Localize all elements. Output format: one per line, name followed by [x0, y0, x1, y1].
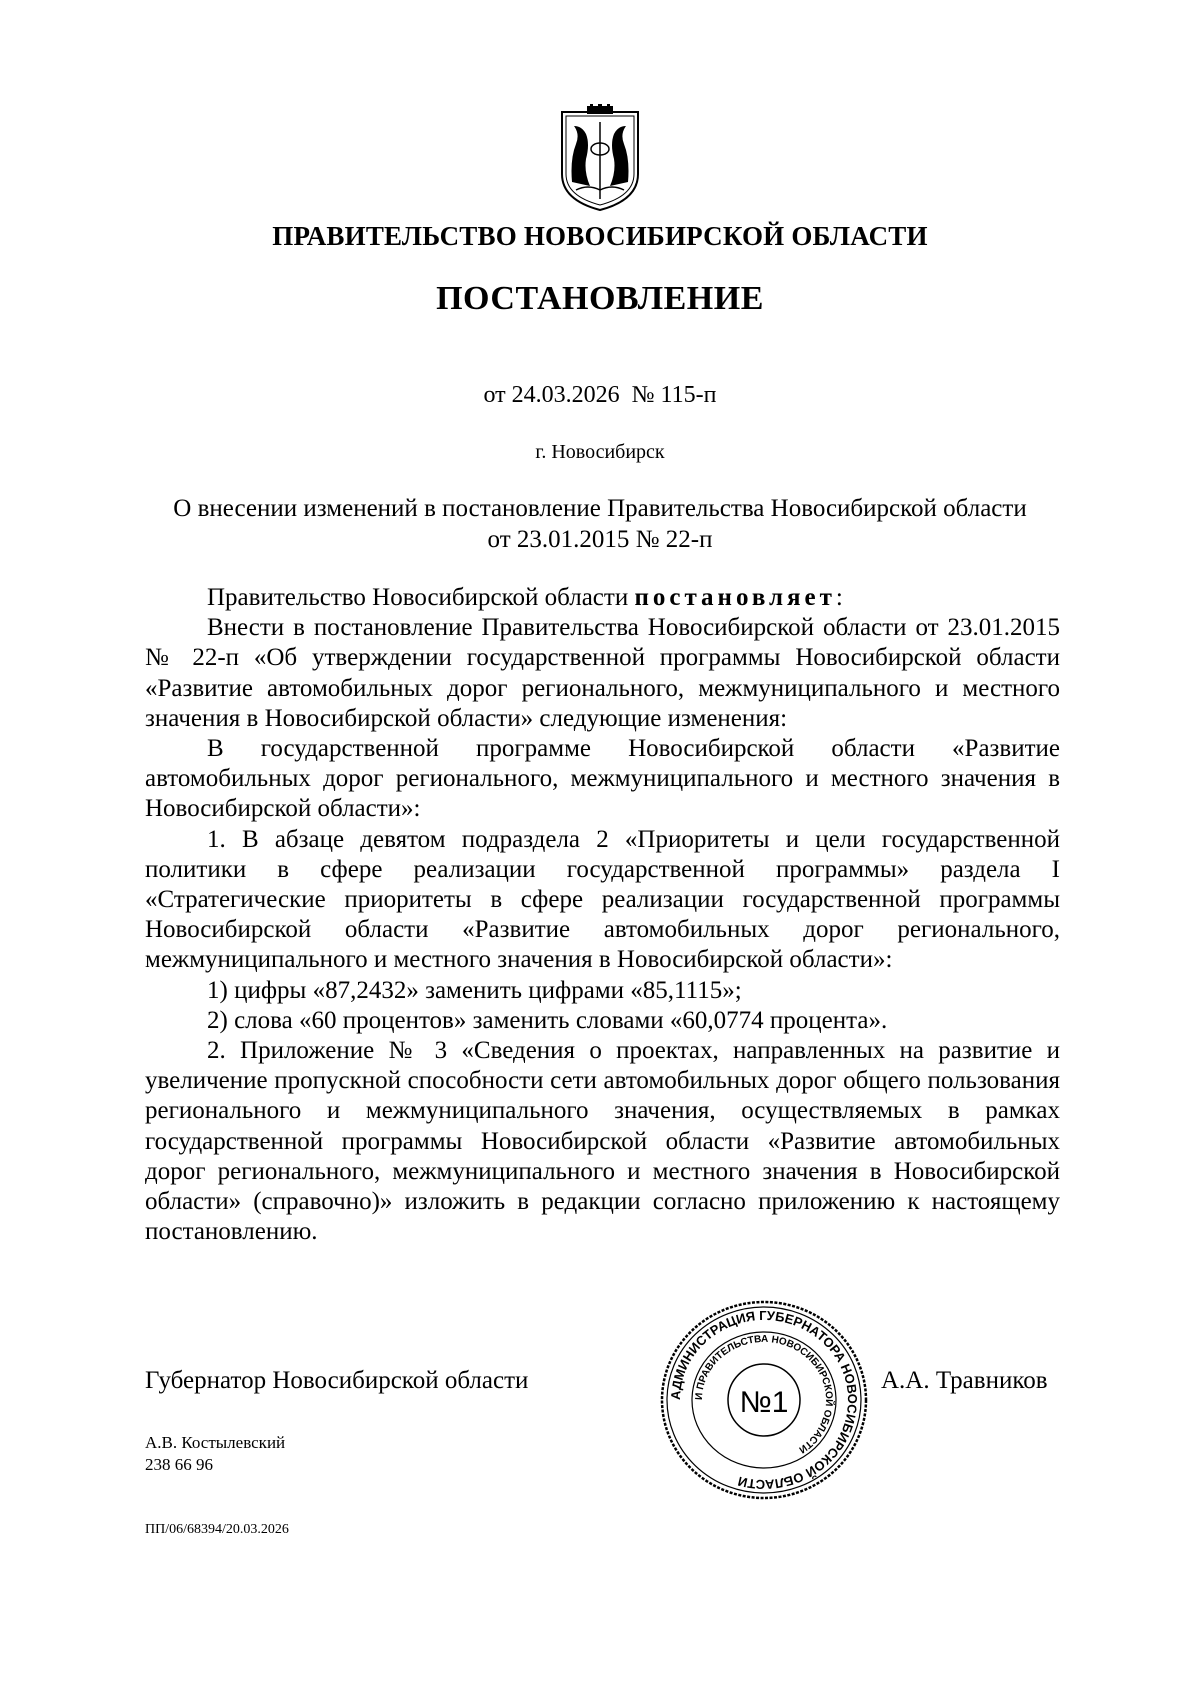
official-stamp [660, 1300, 868, 1500]
intro-verb: постановляет [634, 584, 836, 611]
intro-suffix: : [835, 584, 843, 611]
executor-block [145, 1432, 285, 1476]
paragraph-6: 2. Приложение № 3 «Сведения о проектах, направленных на развитие и увеличение пропускной способности сети автомобильных дорог общего пользования регионального и межмуниципального значения, осуществляемых в рамках государственной программы Новосибирской области «Развитие автомобильных дорог регионального, межмуниципального и местного значения в Новосибирской области» (справочно)» изложить в редакции согласно приложению к настоящему постановлению. [145, 1037, 1060, 1246]
stamp-outer-text: АДМИНИСТРАЦИЯ ГУБЕРНАТОРА НОВОСИБИРСКОЙ ОБЛАСТИ [667, 1307, 861, 1493]
document-body [145, 583, 1060, 1247]
title-line-2: от 23.01.2015 № 22-п [487, 526, 713, 553]
signatory-name: А.А. Травников [881, 1367, 1048, 1394]
document-type: ПОСТАНОВЛЕНИЕ [436, 280, 764, 317]
paragraph-2: В государственной программе Новосибирской области «Развитие автомобильных дорог регионального, межмуниципального и местного значения в Новосибирской области»: [145, 735, 1060, 823]
intro-prefix: Правительство Новосибирской области [207, 584, 635, 611]
title-line-1: О внесении изменений в постановление Правительства Новосибирской области [173, 495, 1027, 522]
signatory-position: Губернатор Новосибирской области [145, 1367, 529, 1394]
document-title [0, 493, 1200, 555]
registration-number: ПП/06/68394/20.03.2026 [145, 1522, 289, 1537]
paragraph-1: Внести в постановление Правительства Новосибирской области от 23.01.2015 № 22-п «Об утверждении государственной программы Новосибирской области «Развитие автомобильных дорог регионального, межмуниципального и местного значения в Новосибирской области» следующие изменения: [145, 614, 1060, 732]
executor-phone: 238 66 96 [145, 1455, 213, 1474]
coat-of-arms-icon [554, 104, 646, 214]
executor-name: А.В. Костылевский [145, 1433, 286, 1452]
stamp-inner-text: И ПРАВИТЕЛЬСТВА НОВОСИБИРСКОЙ ОБЛАСТИ [693, 1333, 835, 1455]
paragraph-5: 2) слова «60 процентов» заменить словами «60,0774 процента». [207, 1006, 888, 1034]
paragraph-4: 1) цифры «87,2432» заменить цифрами «85,1115»; [207, 976, 742, 1004]
paragraph-3: 1. В абзаце девятом подраздела 2 «Приоритеты и цели государственной политики в сфере реализации государственной программы» раздела I «Стратегические приоритеты в сфере реализации государственной программы Новосибирской области «Развитие автомобильных дорог регионального, межмуниципального и местного значения в Новосибирской области»: [145, 825, 1060, 974]
stamp-center-text: №1 [739, 1386, 789, 1419]
organization-name: ПРАВИТЕЛЬСТВО НОВОСИБИРСКОЙ ОБЛАСТИ [272, 221, 928, 251]
intro-paragraph [145, 583, 1060, 613]
city: г. Новосибирск [535, 441, 665, 463]
date-number: от 24.03.2026 № 115-п [483, 382, 717, 408]
